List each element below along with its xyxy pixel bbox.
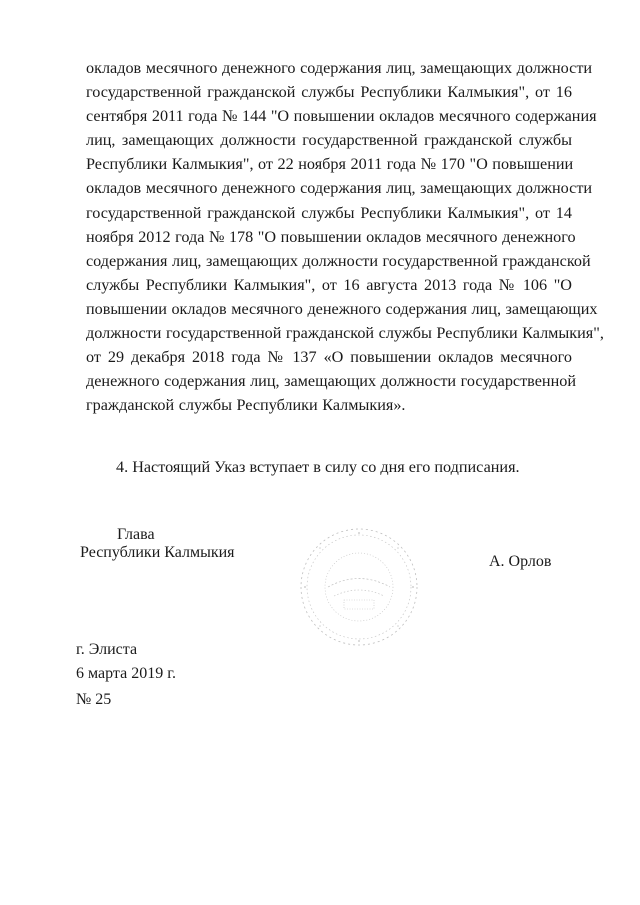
body-line: окладов месячного денежного содержания лиц, замещающих должности — [86, 179, 593, 198]
clause-4: 4. Настоящий Указ вступает в силу со дня его подписания. — [116, 458, 520, 476]
official-seal-icon — [298, 526, 420, 648]
body-line: окладов месячного денежного содержания лиц, замещающих должности — [86, 59, 593, 77]
body-line: гражданской службы Республики Калмыкия». — [86, 396, 406, 415]
body-line: Республики Калмыкия", от 22 ноября 2011 года № 170 "О повышении — [86, 155, 574, 174]
body-paragraph — [86, 56, 604, 417]
body-line: государственной гражданской службы Республики Калмыкия", от 16 — [86, 83, 572, 102]
signatory-title: Глава — [117, 526, 155, 543]
body-line: государственной гражданской службы Республики Калмыкия", от 14 — [86, 203, 572, 222]
footer-city: г. Элиста — [76, 641, 138, 658]
body-line: должности государственной гражданской службы Республики Калмыкия", — [86, 324, 604, 343]
body-line: повышении окладов месячного денежного содержания лиц, замещающих — [86, 299, 598, 318]
signatory-organization: Республики Калмыкия — [80, 544, 235, 561]
body-line: от 29 декабря 2018 года № 137 «О повышении окладов месячного — [86, 348, 572, 367]
body-line: ноября 2012 года № 178 "О повышении окладов месячного денежного — [86, 227, 576, 246]
footer-number: № 25 — [76, 691, 112, 708]
body-line: содержания лиц, замещающих должности государственной гражданской — [86, 251, 591, 270]
signatory-name: А. Орлов — [489, 553, 552, 570]
body-line: службы Республики Калмыкия", от 16 августа 2013 года № 106 "О — [86, 275, 572, 294]
body-line: сентября 2011 года № 144 "О повышении окладов месячного содержания — [86, 107, 597, 126]
footer-date: 6 марта 2019 г. — [76, 665, 176, 682]
body-line: лиц, замещающих должности государственной гражданской службы — [86, 131, 572, 150]
body-line: денежного содержания лиц, замещающих должности государственной — [86, 372, 576, 391]
